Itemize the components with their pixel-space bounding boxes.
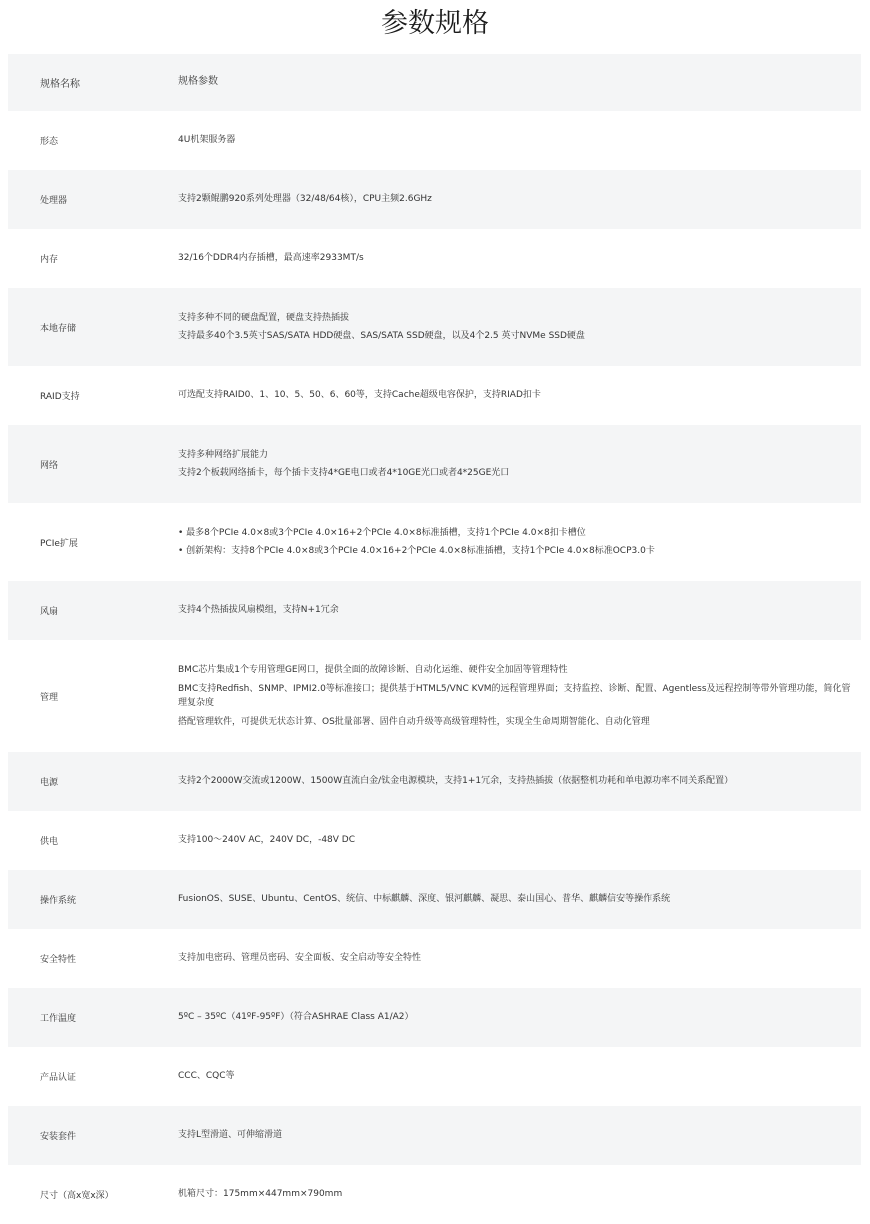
table-row: [8, 503, 861, 581]
spec-value: [178, 388, 861, 403]
table-row: [8, 581, 861, 640]
table-row: [8, 111, 861, 170]
spec-value-bullet: • 创新架构：支持8个PCIe 4.0×8或3个PCIe 4.0×16+2个PCIe 4.0×8标准插槽，支持1个PCIe 4.0×8标准OCP3.0卡: [178, 544, 851, 559]
spec-value-line: 32/16个DDR4内存插槽，最高速率2933MT/s: [178, 253, 364, 264]
spec-name: 形态: [40, 137, 59, 147]
spec-value-line: 4U机架服务器: [178, 135, 236, 146]
table-row: [8, 229, 861, 288]
header-name-cell: 规格名称: [40, 79, 80, 90]
spec-name: 网络: [40, 460, 59, 471]
spec-value: [178, 251, 861, 266]
spec-name: 电源: [40, 778, 59, 788]
spec-value-line: BMC支持Redfish、SNMP、IPMI2.0等标准接口；提供基于HTML5/VNC KVM的远程管理界面；支持监控、诊断、配置、Agentless及远程控制等带外管理功能，简化管理复杂度: [178, 683, 851, 708]
spec-value: [178, 1069, 861, 1084]
spec-value-line: 支持L型滑道、可伸缩滑道: [178, 1130, 283, 1141]
spec-name: 本地存储: [40, 323, 77, 334]
table-row: [8, 811, 861, 870]
spec-name: 内存: [40, 255, 59, 265]
spec-value: [178, 663, 861, 729]
spec-value-line: 5ºC – 35ºC（41ºF-95ºF）（符合ASHRAE Class A1/A2）: [178, 1012, 414, 1023]
table-row: [8, 988, 861, 1047]
spec-value-line: 可选配支持RAID0、1、10、5、50、6、60等，支持Cache超级电容保护，支持RIAD扣卡: [178, 390, 541, 401]
spec-name: 尺寸（高x宽x深）: [40, 1191, 114, 1201]
spec-value-line: 支持4个热插拔风扇模组，支持N+1冗余: [178, 605, 339, 616]
spec-value-line: 支持2个板载网络插卡，每个插卡支持4*GE电口或者4*10GE光口或者4*25GE光口: [178, 468, 510, 478]
spec-value: [178, 603, 861, 618]
spec-value-line: 支持2个2000W交流或1200W、1500W直流白金/钛金电源模块，支持1+1冗余，支持热插拔（依据整机功耗和单电源功率不同关系配置）: [178, 776, 734, 787]
table-row: [8, 752, 861, 811]
table-row: [8, 1106, 861, 1165]
page-title: 参数规格: [381, 8, 489, 39]
table-row: [8, 170, 861, 229]
spec-value-bullet: • 最多8个PCIe 4.0×8或3个PCIe 4.0×16+2个PCIe 4.0×8标准插槽，支持1个PCIe 4.0×8扣卡槽位: [178, 526, 851, 541]
spec-name: 处理器: [40, 196, 68, 206]
spec-name: 操作系统: [40, 896, 77, 906]
spec-table: [8, 54, 861, 1224]
spec-value: [178, 311, 861, 344]
table-row: [8, 366, 861, 425]
spec-value-line: 支持2颗鲲鹏920系列处理器（32/48/64核），CPU主频2.6GHz: [178, 194, 432, 205]
spec-value: [178, 448, 861, 481]
spec-value: [178, 833, 861, 848]
header-value-cell: 规格参数: [178, 76, 218, 88]
spec-value-line: 支持多种网络扩展能力: [178, 449, 269, 460]
spec-value-line: BMC芯片集成1个专用管理GE网口，提供全面的故障诊断、自动化运维、硬件安全加固等管理特性: [178, 665, 568, 675]
table-row: [8, 640, 861, 752]
spec-name: 供电: [40, 837, 59, 847]
spec-name: 安全特性: [40, 955, 77, 965]
spec-value: [178, 1187, 861, 1202]
spec-value-line: 搭配管理软件，可提供无状态计算、OS批量部署、固件自动升级等高级管理特性，实现全生命周期智能化、自动化管理: [178, 716, 650, 727]
spec-value-line: 支持加电密码、管理员密码、安全面板、安全启动等安全特性: [178, 953, 422, 964]
table-header-row: [8, 54, 861, 111]
spec-value-line: 支持100～240V AC，240V DC，-48V DC: [178, 835, 355, 846]
spec-value: [178, 1010, 861, 1025]
table-row: [8, 1165, 861, 1224]
spec-name: RAID支持: [40, 392, 80, 402]
table-row: [8, 288, 861, 366]
table-row: [8, 929, 861, 988]
spec-name: 安装套件: [40, 1132, 77, 1142]
spec-value: [178, 1128, 861, 1143]
spec-value-line: 支持最多40个3.5英寸SAS/SATA HDD硬盘、SAS/SATA SSD硬盘，以及4个2.5 英寸NVMe SSD硬盘: [178, 331, 585, 341]
table-row: [8, 425, 861, 503]
table-row: [8, 870, 861, 929]
spec-value-line: CCC、CQC等: [178, 1071, 235, 1082]
spec-value: [178, 892, 861, 907]
spec-value: [178, 133, 861, 148]
spec-value: [178, 774, 861, 789]
spec-value-line: 支持多种不同的硬盘配置，硬盘支持热插拔: [178, 312, 350, 323]
spec-name: 产品认证: [40, 1073, 77, 1083]
spec-value: [178, 951, 861, 966]
spec-name: 管理: [40, 692, 59, 703]
spec-name: 风扇: [40, 607, 59, 617]
spec-name: 工作温度: [40, 1014, 77, 1024]
spec-name: PCIe扩展: [40, 538, 78, 549]
spec-value-line: FusionOS、SUSE、Ubuntu、CentOS、统信、中标麒麟、深度、银河麒麟、凝思、泰山国心、普华、麒麟信安等操作系统: [178, 894, 671, 905]
spec-value: [178, 526, 861, 559]
spec-value-line: 机箱尺寸：175mm×447mm×790mm: [178, 1189, 343, 1200]
spec-value: [178, 192, 861, 207]
table-row: [8, 1047, 861, 1106]
